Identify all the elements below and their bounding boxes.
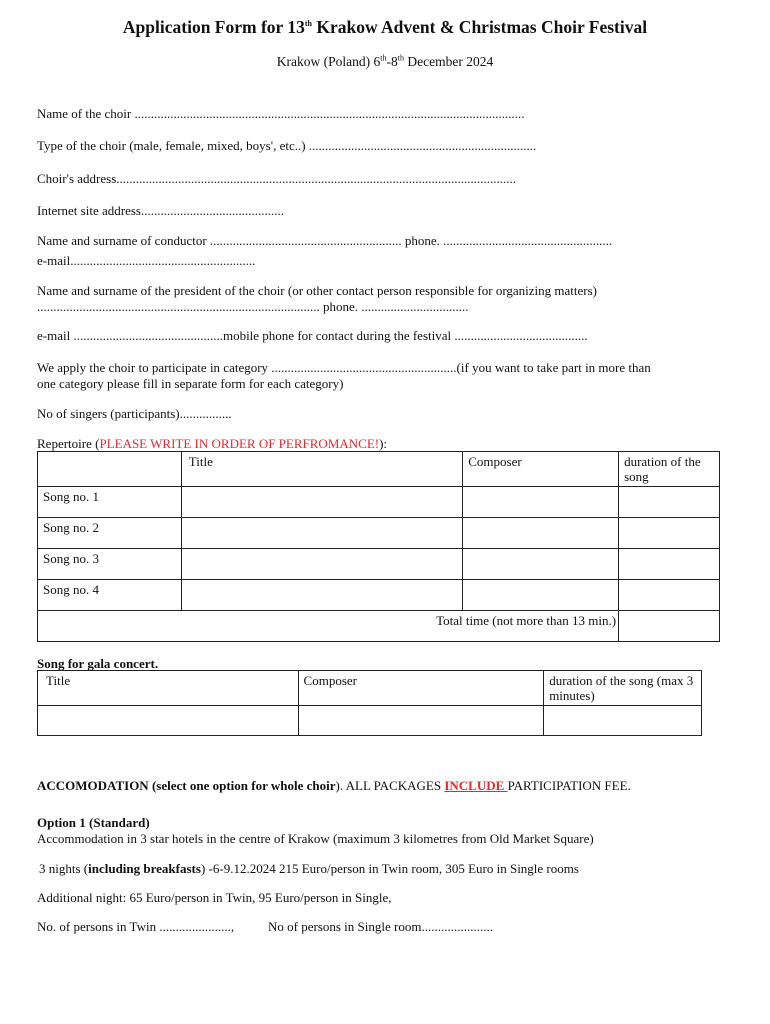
song-title-cell[interactable]: [181, 487, 462, 518]
col-title: Title: [181, 452, 462, 487]
president-field[interactable]: ....................................................................................... phone. .................................: [37, 299, 469, 314]
col-duration: duration of the song: [619, 452, 720, 487]
website-field[interactable]: Internet site address............................................: [37, 203, 284, 218]
repertoire-label: Repertoire (PLEASE WRITE IN ORDER OF PERFROMANCE!):: [37, 436, 388, 451]
gala-col-title: Title: [38, 671, 299, 706]
table-header-row: [38, 452, 720, 487]
song-label: Song no. 1: [38, 487, 182, 518]
contact-email-phone-field[interactable]: e-mail ..............................................mobile phone for contact during the festival .........................................: [37, 328, 588, 343]
gala-header-row: [38, 671, 702, 706]
category-field[interactable]: We apply the choir to participate in category .........................................................(if you want to take part in more than: [37, 360, 651, 375]
gala-table: [37, 670, 702, 736]
song-composer-cell[interactable]: [463, 580, 619, 611]
category-note: one category please fill in separate form for each category): [37, 376, 344, 391]
conductor-email-field[interactable]: e-mail.........................................................: [37, 253, 256, 268]
song-title-cell[interactable]: [181, 549, 462, 580]
song-duration-cell[interactable]: [619, 580, 720, 611]
persons-single-field[interactable]: No of persons in Single room......................: [268, 919, 493, 934]
president-label: Name and surname of the president of the choir (or other contact person responsible for organizing matters): [37, 283, 598, 298]
form-title: Application Form for 13th Krakow Advent & Christmas Choir Festival: [122, 17, 648, 37]
gala-composer-cell[interactable]: [298, 706, 544, 736]
option1-description: Accommodation in 3 star hotels in the centre of Krakow (maximum 3 kilometres from Old Market Square): [37, 831, 594, 846]
choir-address-field[interactable]: Choir's address...........................................................................................................................: [37, 171, 517, 186]
conductor-field[interactable]: Name and surname of conductor ........................................................... phone. ....................................................: [37, 233, 613, 248]
song-title-cell[interactable]: [181, 580, 462, 611]
table-row: [38, 549, 720, 580]
song-composer-cell[interactable]: [463, 487, 619, 518]
gala-col-duration: duration of the song (max 3 minutes): [544, 671, 702, 706]
table-row: [38, 487, 720, 518]
song-composer-cell[interactable]: [463, 549, 619, 580]
total-time-cell[interactable]: [619, 611, 720, 642]
gala-heading: Song for gala concert.: [37, 656, 159, 671]
song-duration-cell[interactable]: [619, 518, 720, 549]
option1-title: Option 1 (Standard): [37, 815, 150, 830]
gala-col-composer: Composer: [298, 671, 544, 706]
song-label: Song no. 3: [38, 549, 182, 580]
table-row: [38, 518, 720, 549]
accommodation-heading: ACCOMODATION (select one option for whole choir). ALL PACKAGES INCLUDE PARTICIPATION FEE.: [37, 778, 631, 793]
singers-count-field[interactable]: No of singers (participants)................: [37, 406, 232, 421]
total-row: [38, 611, 720, 642]
choir-type-field[interactable]: Type of the choir (male, female, mixed, boys', etc..) ......................................................................: [37, 138, 537, 153]
song-duration-cell[interactable]: [619, 549, 720, 580]
song-label: Song no. 4: [38, 580, 182, 611]
song-composer-cell[interactable]: [463, 518, 619, 549]
festival-dates: Krakow (Poland) 6th-8th December 2024: [276, 53, 494, 69]
persons-twin-field[interactable]: No. of persons in Twin ......................,: [37, 919, 235, 934]
additional-night-price: Additional night: 65 Euro/person in Twin, 95 Euro/person in Single,: [37, 890, 392, 905]
gala-duration-cell[interactable]: [544, 706, 702, 736]
song-duration-cell[interactable]: [619, 487, 720, 518]
song-title-cell[interactable]: [181, 518, 462, 549]
table-row: [38, 580, 720, 611]
gala-row: [38, 706, 702, 736]
total-time-label: Total time (not more than 13 min.): [38, 611, 619, 642]
choir-name-field[interactable]: Name of the choir ........................................................................................................................: [37, 106, 525, 121]
gala-title-cell[interactable]: [38, 706, 299, 736]
repertoire-table: [37, 451, 720, 642]
col-composer: Composer: [463, 452, 619, 487]
song-label: Song no. 2: [38, 518, 182, 549]
option1-price: 3 nights (including breakfasts) -6-9.12.2024 215 Euro/person in Twin room, 305 Euro in Single rooms: [39, 861, 579, 876]
